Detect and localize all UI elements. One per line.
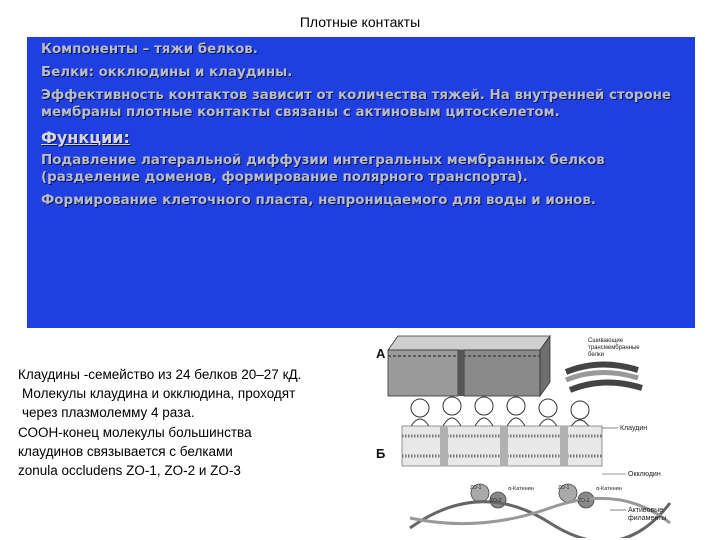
caption-line-2: Молекулы клаудина и окклюдина, проходят	[22, 386, 296, 402]
panel-b-letter: Б	[376, 446, 386, 461]
function-2-text: Формирование клеточного пласта, непроницаемого для воды и ионов.	[41, 193, 596, 208]
claudin-loops	[410, 397, 590, 428]
panel-a-diagram	[388, 336, 550, 396]
label-transmembrane-2: трансмембранные	[588, 345, 640, 351]
label-transmembrane-1: Сшивающие	[588, 338, 624, 344]
label-occludin: Окклюдин	[628, 471, 661, 478]
caption	[18, 365, 373, 480]
label-zo1-b: ZO-1	[558, 485, 570, 491]
efficiency-text: Эффективность контактов зависит от количества тяжей. На внутренней стороне мембраны плотные контакты связаны с актиновым цитоскелетом.	[41, 88, 671, 120]
label-actin-1: Активовые	[628, 507, 664, 514]
caption-line-3: через плазмолемму 4 раза.	[22, 405, 195, 421]
label-zo2-b: ZO-2	[578, 498, 590, 504]
label-zo2-a: ZO-2	[490, 498, 502, 504]
label-catenin-a: α-Катенин	[508, 486, 534, 492]
proteins-text: Белки: окклюдины и клаудины.	[41, 65, 293, 80]
caption-line-6: zonula occludens ZO-1, ZO-2 и ZO-3	[18, 463, 241, 479]
panel-a-strands	[566, 364, 642, 390]
caption-line-1: Клаудины -семейство из 24 белков 20–27 кД.	[18, 367, 302, 382]
membrane-bilayer	[402, 426, 602, 466]
caption-line-4: СООН-конец молекулы большинства	[18, 424, 252, 440]
label-claudin: Клаудин	[620, 425, 648, 432]
tight-junction-figure	[370, 328, 720, 538]
label-zo1-a: ZO-1	[470, 485, 482, 491]
label-transmembrane-3: белки	[588, 352, 604, 358]
components-text: Компоненты – тяжи белков.	[41, 42, 258, 57]
content-box	[27, 37, 695, 328]
caption-line-5: клаудинов связывается с белками	[18, 443, 233, 459]
label-actin-2: филаменты	[628, 515, 667, 522]
slide-title: Плотные контакты	[299, 14, 421, 30]
function-1-text: Подавление латеральной диффузии интегральных мембранных белков (разделение доменов, формирование полярного транспорта).	[41, 153, 605, 185]
label-catenin-b: α-Катенин	[596, 486, 622, 492]
functions-heading: Функции:	[41, 128, 130, 147]
panel-a-letter: А	[376, 346, 386, 361]
